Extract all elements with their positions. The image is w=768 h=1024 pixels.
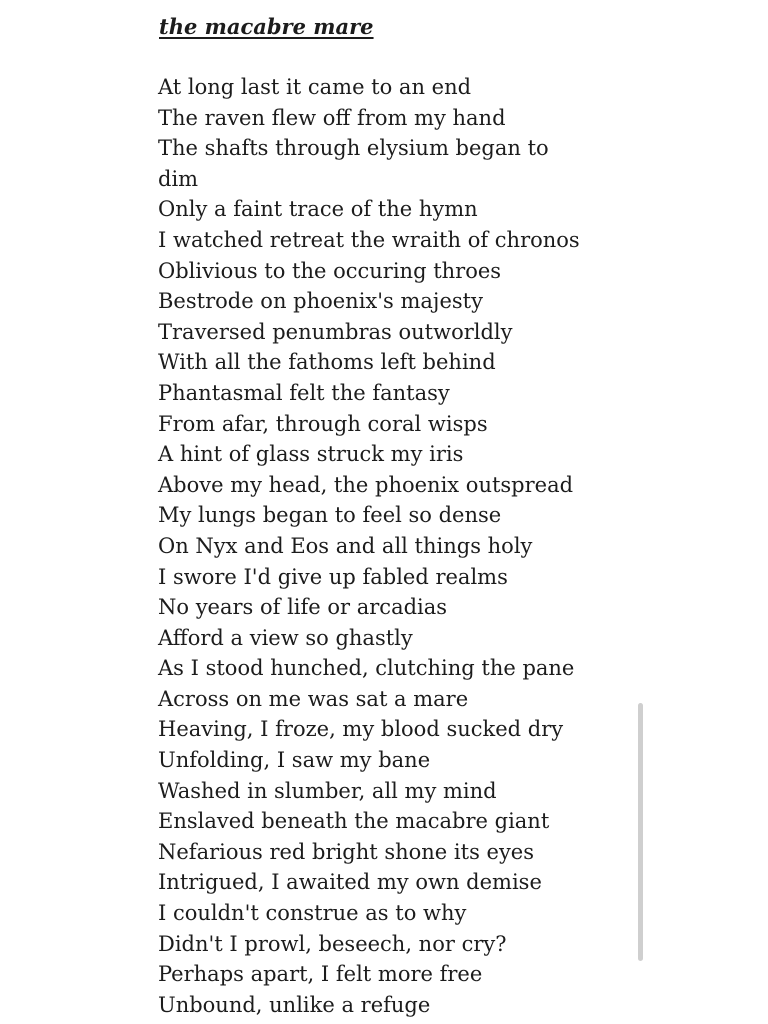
poem-line: Didn't I prowl, beseech, nor cry? xyxy=(158,931,507,956)
poem-line: With all the fathoms left behind xyxy=(158,350,496,375)
poem-line: Enslaved beneath the macabre giant xyxy=(158,809,550,834)
poem-line: Traversed penumbras outworldly xyxy=(158,319,513,344)
poem-line: Across on me was sat a mare xyxy=(158,686,469,711)
poem-line: Only a faint trace of the hymn xyxy=(158,197,478,222)
poem-line: I swore I'd give up fabled realms xyxy=(158,564,508,589)
poem-line: I watched retreat the wraith of chronos xyxy=(158,227,580,252)
poem-line: Phantasmal felt the fantasy xyxy=(158,380,450,405)
poem-line: Perhaps apart, I felt more free xyxy=(158,962,483,987)
poem-line: Heaving, I froze, my blood sucked dry xyxy=(158,717,564,742)
poem-line: My lungs began to feel so dense xyxy=(158,503,502,528)
poem-line: The shafts through elysium began to xyxy=(158,136,549,161)
poem-line: Oblivious to the occuring throes xyxy=(158,258,502,283)
poem-line: Nefarious red bright shone its eyes xyxy=(158,839,535,864)
poem-line: No years of life or arcadias xyxy=(158,595,448,620)
poem-line: I couldn't construe as to why xyxy=(158,901,467,926)
poem-line: dim xyxy=(158,166,199,191)
poem-title: the macabre mare xyxy=(159,14,374,39)
poem-line: At long last it came to an end xyxy=(158,75,472,99)
poem-line: Above my head, the phoenix outspread xyxy=(158,472,574,497)
poem-line: The raven flew off from my hand xyxy=(158,105,506,130)
poem-line: Bestrode on phoenix's majesty xyxy=(158,289,483,314)
poem-line: Afford a view so ghastly xyxy=(158,625,413,650)
poem-line: On Nyx and Eos and all things holy xyxy=(158,533,533,558)
poem-line: From afar, through coral wisps xyxy=(158,411,488,436)
vertical-scrollbar[interactable] xyxy=(638,703,643,961)
poem-line: As I stood hunched, clutching the pane xyxy=(158,656,575,681)
poem-line: Intrigued, I awaited my own demise xyxy=(158,870,542,895)
poem-line: Unfolding, I saw my bane xyxy=(158,748,431,773)
poem-line: A hint of glass struck my iris xyxy=(158,442,464,467)
poem-body xyxy=(158,72,608,1020)
poem-line: Washed in slumber, all my mind xyxy=(158,778,497,803)
poem-line: Unbound, unlike a refuge xyxy=(158,992,431,1017)
